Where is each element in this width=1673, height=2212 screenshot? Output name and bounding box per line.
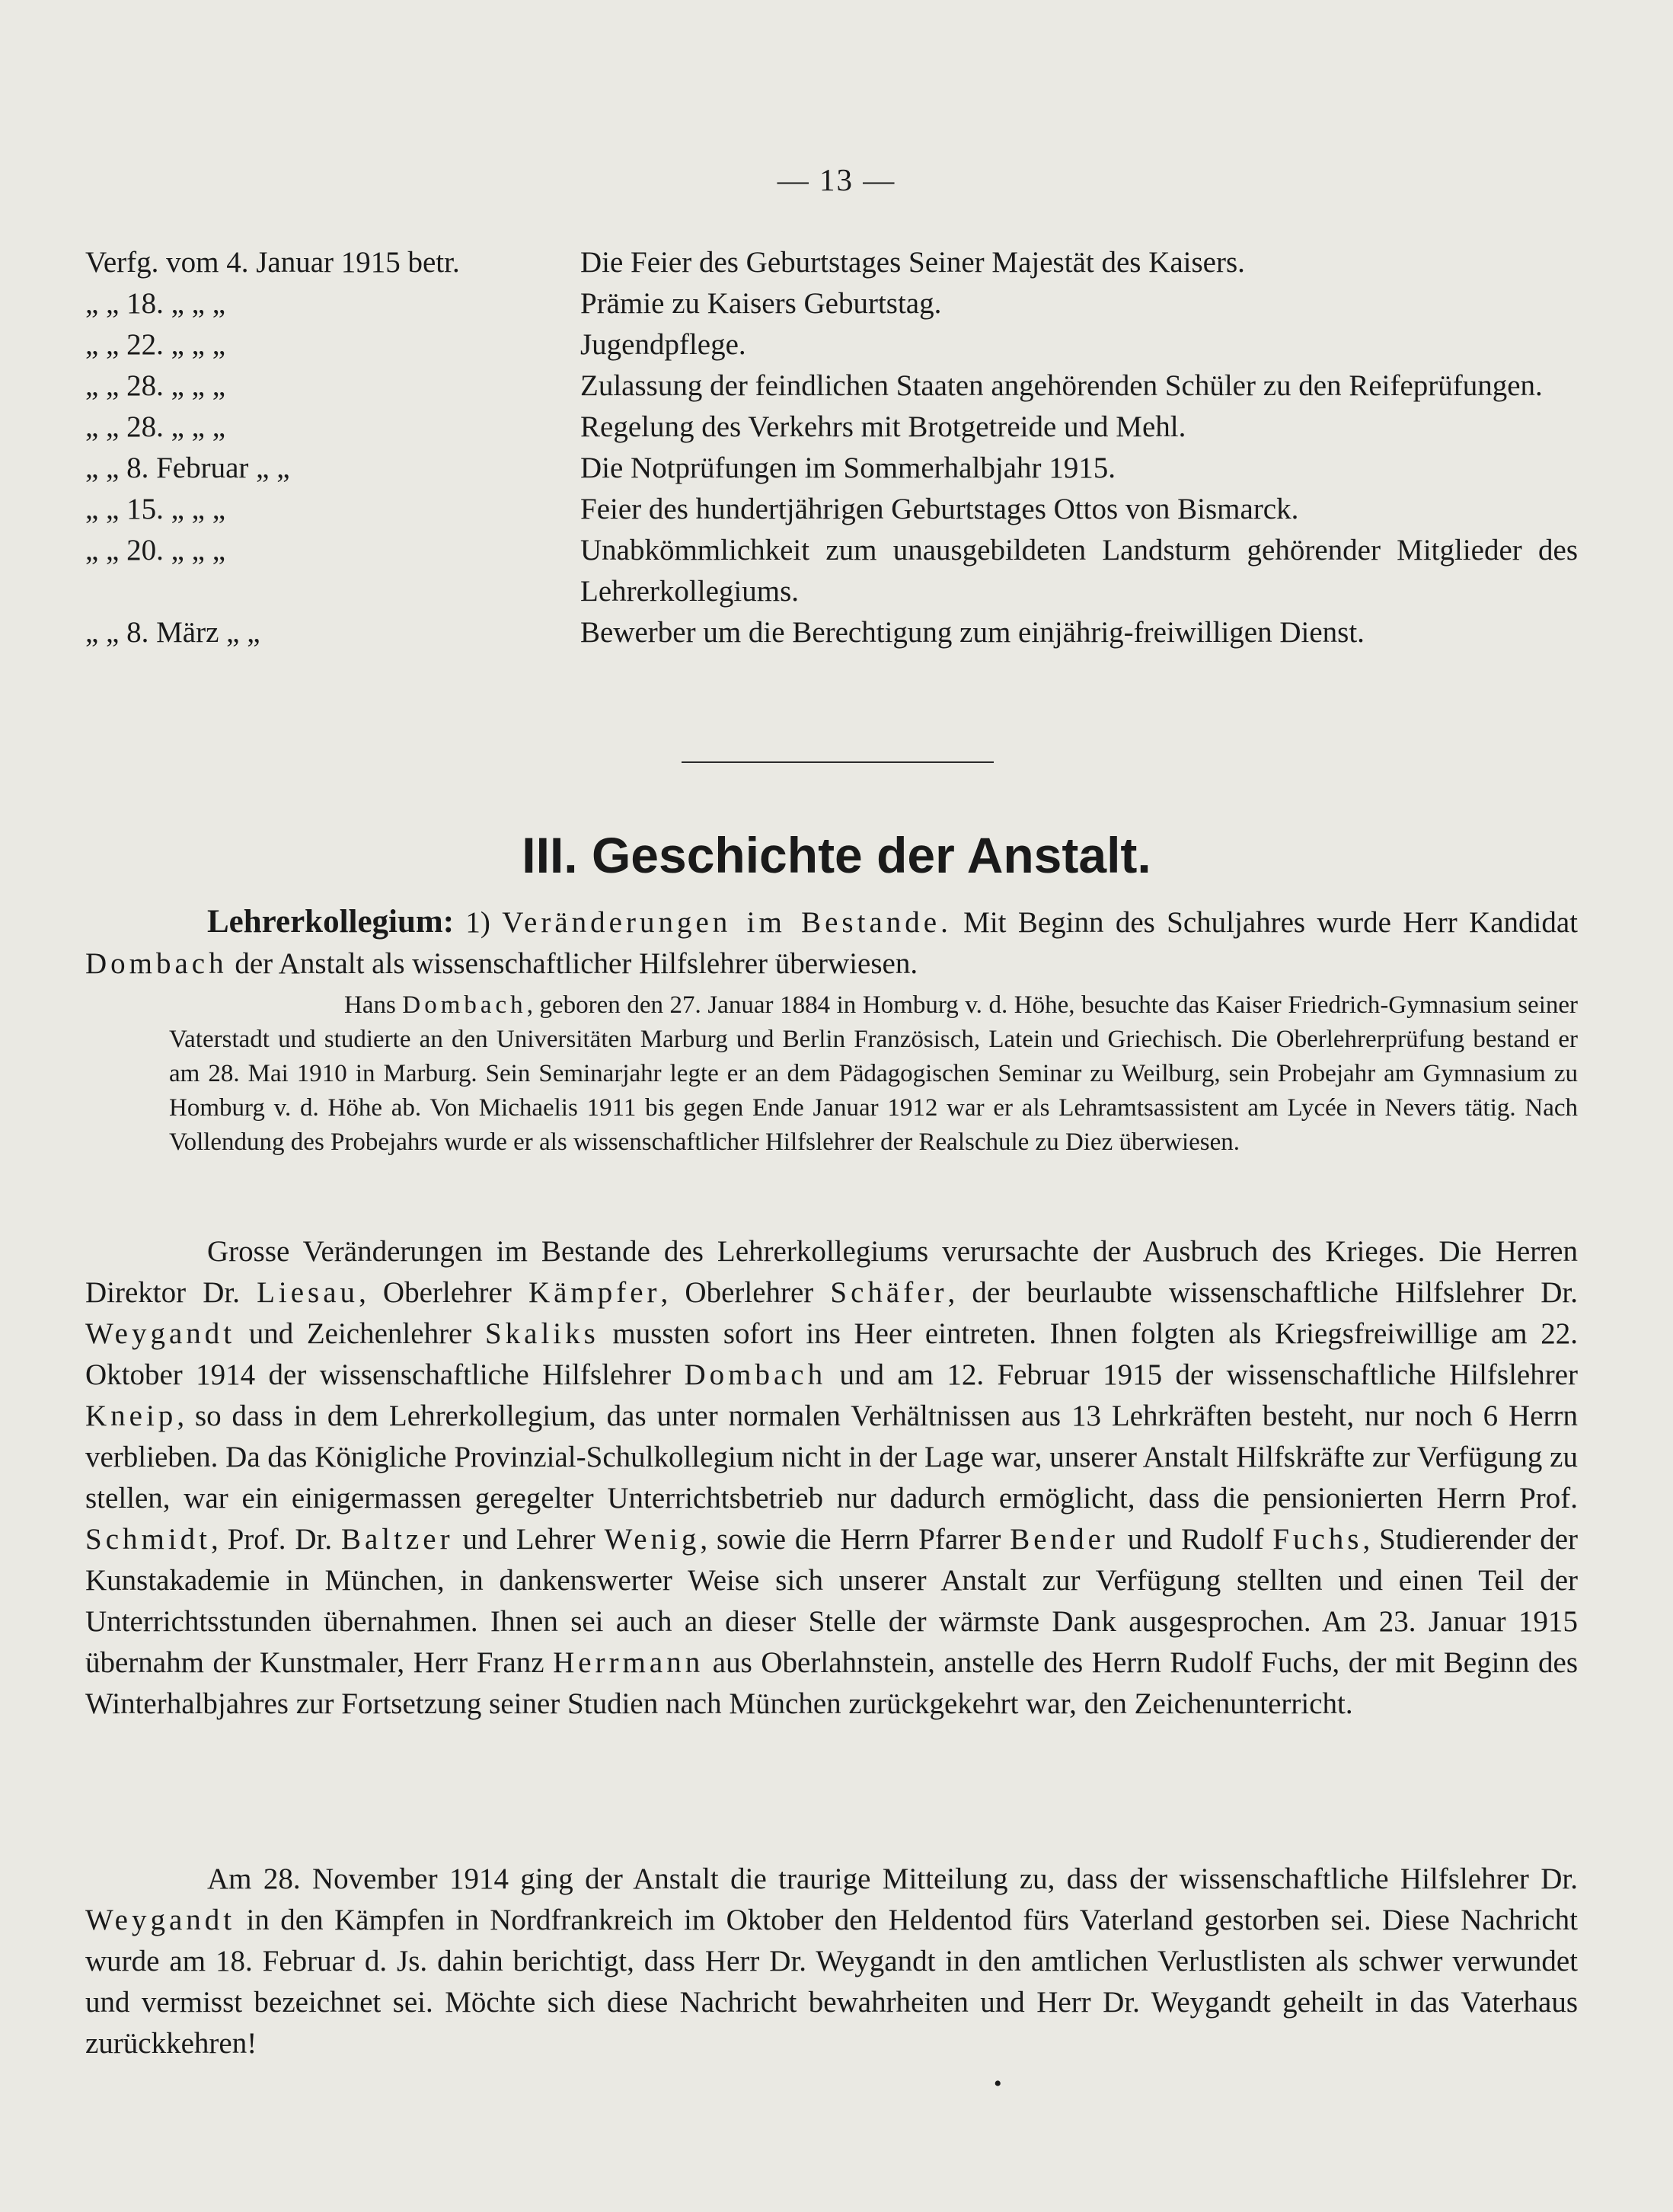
biography-text: Hans Dombach, geboren den 27. Januar 1884 in Homburg v. d. Höhe, besuchte das Kaiser Friedrich-Gymnasium seiner Vaterstadt und studierte an den Universitäten Marburg und Berlin Französisch, Latein und Griechisch. Die Oberlehrerprüfung bestand er am 28. Mai 1910 in Marburg. Sein Seminarjahr legte er an dem Pädagogischen Seminar zu Weilburg, sein Probejahr am Gymnasium zu Homburg v. d. Höhe ab. Von Michaelis 1911 bis gegen Ende Januar 1912 war er als Lehramtsassistent am Lycée in Nevers tätig. Nach Vollendung des Probejahrs wurde er als wissenschaftlicher Hilfslehrer der Realschule zu Diez überwiesen. [169, 991, 1578, 1156]
decree-date: „ „ 8. März „ „ [85, 616, 260, 649]
staff-subheading: Lehrerkollegium: [207, 904, 455, 940]
decree-row [85, 448, 1578, 489]
decree-subject: Jugendpflege. [580, 328, 746, 361]
footer-mark: • [994, 2071, 1002, 2096]
decree-row [85, 242, 1578, 283]
section-heading: III. Geschichte der Anstalt. [522, 827, 1151, 883]
decree-list [85, 242, 1578, 653]
decree-date: „ „ 28. „ „ „ [85, 410, 226, 443]
decree-subject: Feier des hundertjährigen Geburtstages Ottos von Bismarck. [580, 493, 1299, 525]
section-divider [682, 761, 994, 763]
intro-text: Lehrerkollegium: 1) Veränderungen im Bestande. Mit Beginn des Schuljahres wurde Herr Kandidat Dombach der Anstalt als wissenschaftlicher Hilfslehrer überwiesen. [85, 904, 1578, 980]
decree-date: Verfg. vom 4. Januar 1915 betr. [85, 246, 460, 279]
decree-date: „ „ 28. „ „ „ [85, 369, 226, 402]
decree-row [85, 283, 1578, 324]
decree-date: „ „ 15. „ „ „ [85, 493, 226, 525]
decree-date: „ „ 8. Februar „ „ [85, 452, 290, 484]
decree-row [85, 612, 1578, 653]
obituary-text: Am 28. November 1914 ging der Anstalt die traurige Mitteilung zu, dass der wissenschaftliche Hilfslehrer Dr. Weygandt in den Kämpfen in Nordfrankreich im Oktober den Heldentod fürs Vaterland gestorben sei. Diese Nachricht wurde am 18. Februar d. Js. dahin berichtigt, dass Herr Dr. Weygandt in den amtlichen Verlustlisten als schwer verwundet und vermisst bezeichnet sei. Möchte sich diese Nachricht bewahrheiten und Herr Dr. Weygandt geheilt in das Vaterhaus zurückkehren! [85, 1862, 1578, 2060]
decree-row [85, 324, 1578, 365]
page-number: — 13 — [777, 162, 896, 197]
decree-date: „ „ 20. „ „ „ [85, 534, 226, 567]
decree-subject: Zulassung der feindlichen Staaten angehörenden Schüler zu den Reifeprüfungen. [580, 369, 1543, 402]
decree-subject: Regelung des Verkehrs mit Brotgetreide und Mehl. [580, 410, 1186, 443]
biography-note [169, 988, 1578, 1160]
decree-subject: Prämie zu Kaisers Geburtstag. [580, 287, 942, 320]
intro-paragraph [85, 902, 1578, 985]
staff-changes-text: Grosse Veränderungen im Bestande des Lehrerkollegiums verursachte der Ausbruch des Krieges. Die Herren Direktor Dr. Liesau, Oberlehrer Kämpfer, Oberlehrer Schäfer, der beurlaubte wissenschaftliche Hilfslehrer Dr. Weygandt und Zeichenlehrer Skaliks mussten sofort ins Heer eintreten. Ihnen folgten als Kriegsfreiwillige am 22. Oktober 1914 der wissenschaftliche Hilfslehrer Dombach und am 12. Februar 1915 der wissenschaftliche Hilfslehrer Kneip, so dass in dem Lehrerkollegium, das unter normalen Verhältnissen aus 13 Lehrkräften besteht, nur noch 6 Herrn verblieben. Da das Königliche Provinzial-Schulkollegium nicht in der Lage war, unserer Anstalt Hilfskräfte zur Verfügung zu stellen, war ein einigermassen geregelter Unterrichtsbetrieb nur dadurch ermöglicht, dass die pensionierten Herrn Prof. Schmidt, Prof. Dr. Baltzer und Lehrer Wenig, sowie die Herrn Pfarrer Bender und Rudolf Fuchs, Studierender der Kunstakademie in München, in dankenswerter Weise sich unserer Anstalt zur Verfügung stellten und einen Teil der Unterrichtsstunden übernahmen. Ihnen sei auch an dieser Stelle der wärmste Dank ausgesprochen. Am 23. Januar 1915 übernahm der Kunstmaler, Herr Franz Herrmann aus Oberlahnstein, anstelle des Herrn Rudolf Fuchs, der mit Beginn des Winterhalbjahres zur Fortsetzung seiner Studien nach München zurückgekehrt war, den Zeichenunterricht. [85, 1235, 1579, 1720]
decree-date: „ „ 18. „ „ „ [85, 287, 226, 320]
staff-changes-paragraph [85, 1231, 1578, 1725]
decree-date: „ „ 22. „ „ „ [85, 328, 226, 361]
decree-subject: Die Feier des Geburtstages Seiner Majestät des Kaisers. [580, 246, 1245, 279]
decree-subject: Die Notprüfungen im Sommerhalbjahr 1915. [580, 452, 1116, 484]
decree-subject: Unabkömmlichkeit zum unausgebildeten Landsturm gehörender Mitglieder des Lehrerkollegiums. [580, 534, 1578, 608]
decree-row [85, 530, 1578, 612]
decree-subject: Bewerber um die Berechtigung zum einjährig-freiwilligen Dienst. [580, 616, 1365, 649]
decree-row [85, 407, 1578, 448]
decree-row [85, 489, 1578, 530]
decree-row [85, 365, 1578, 407]
obituary-paragraph [85, 1859, 1578, 2064]
